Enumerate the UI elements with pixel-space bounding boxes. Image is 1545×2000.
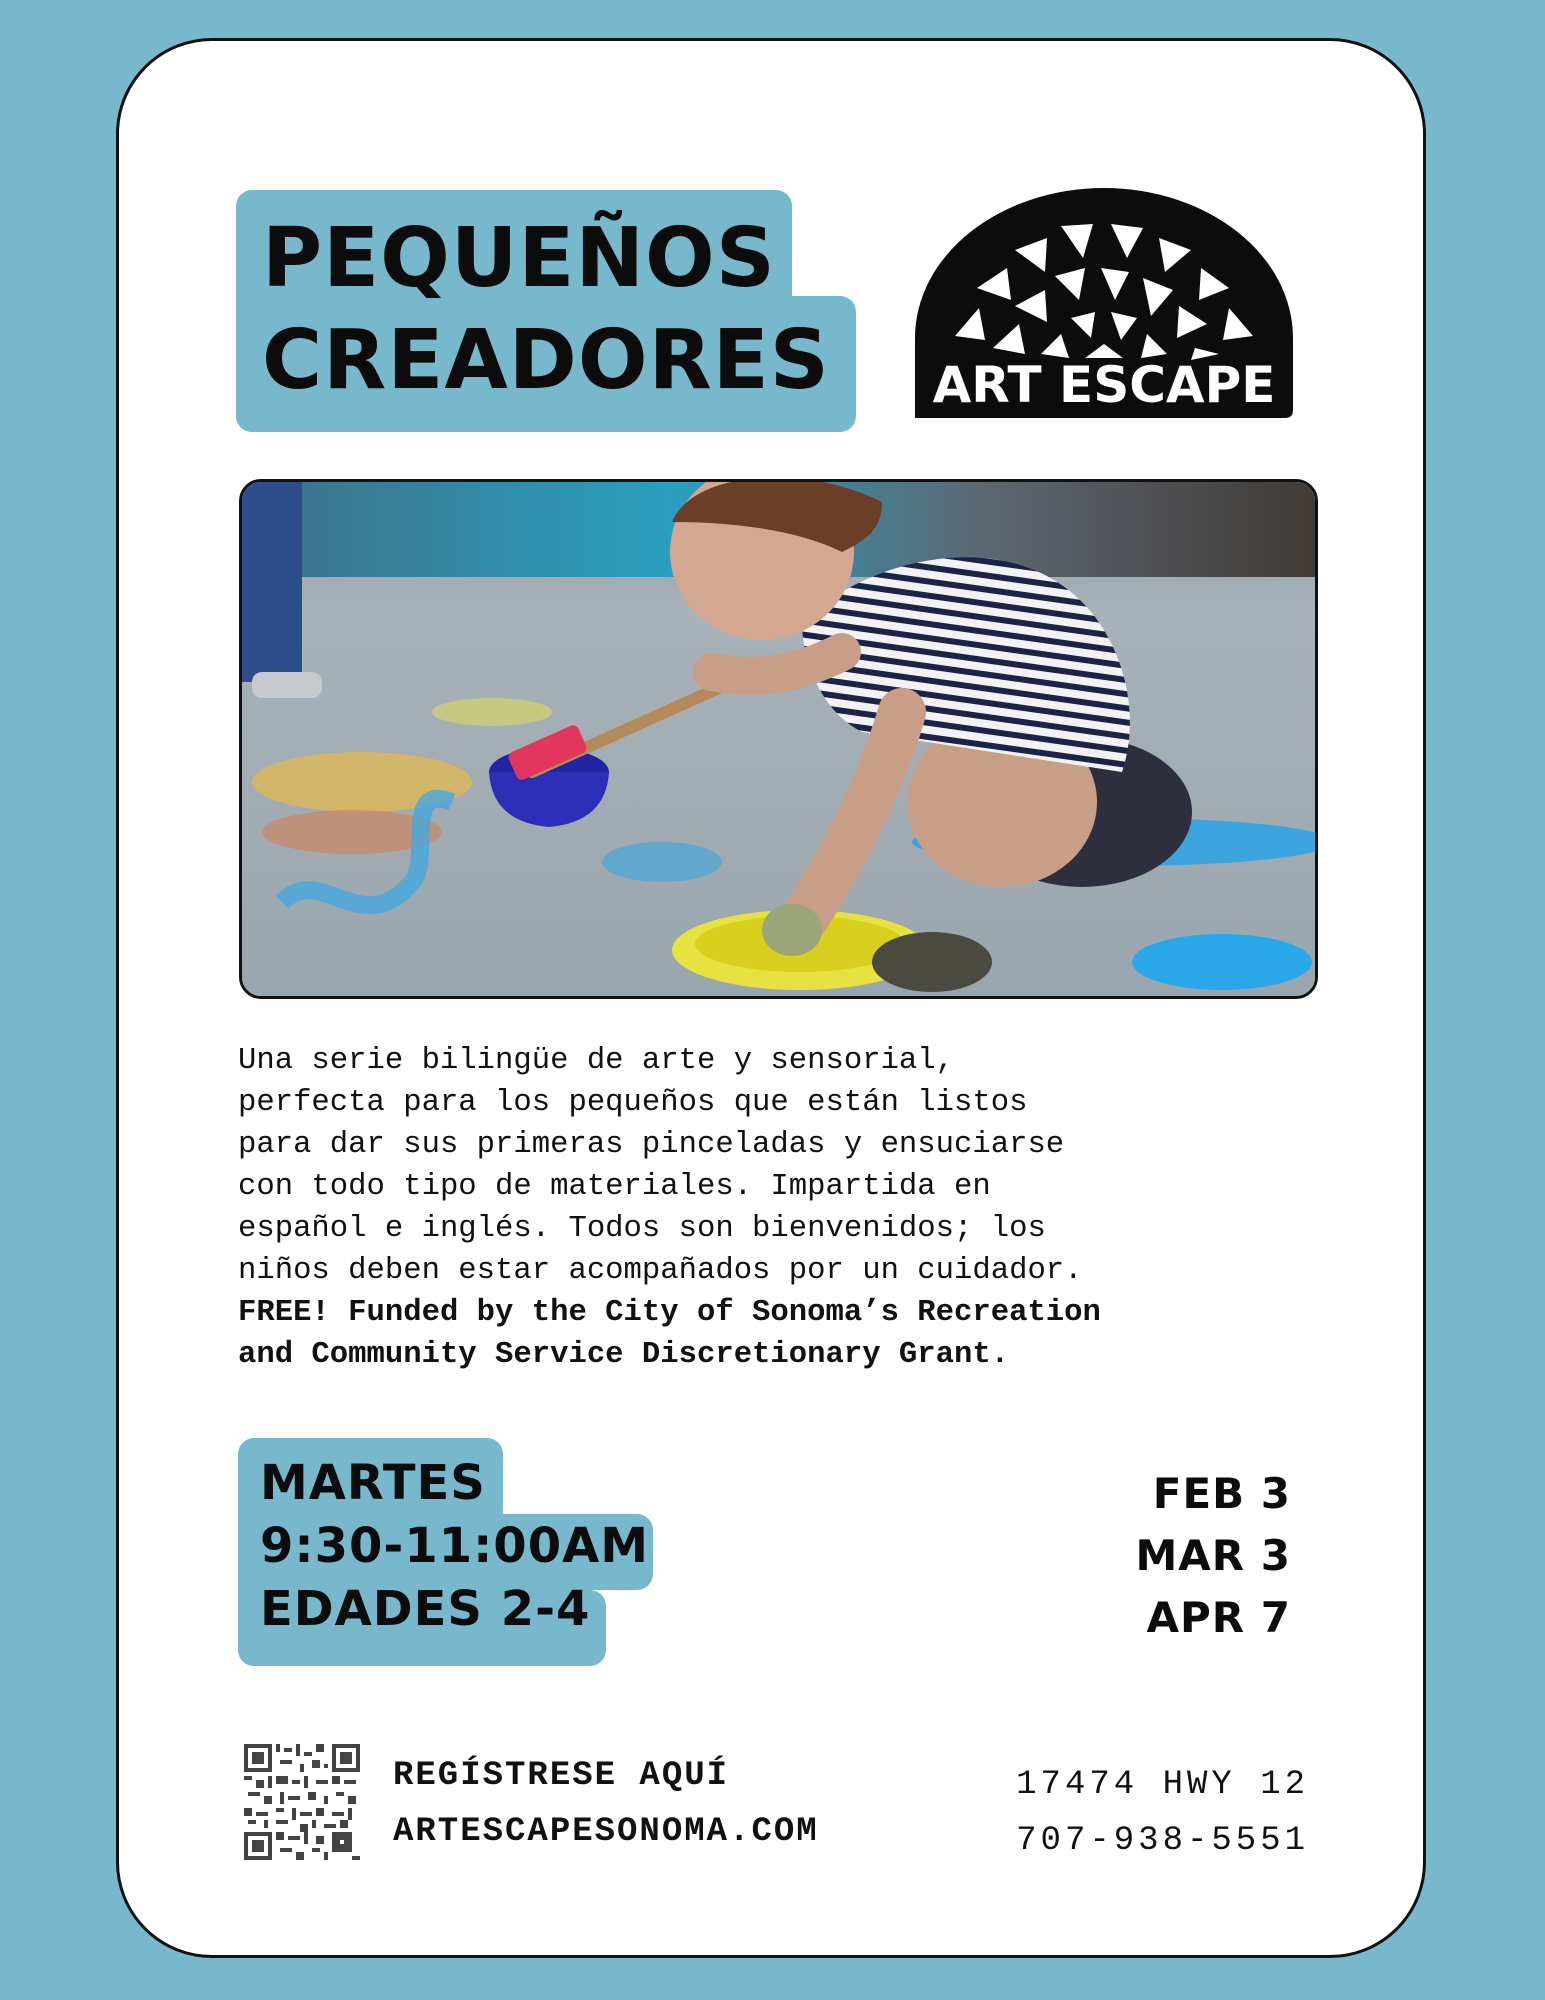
session-dates — [1136, 1463, 1292, 1649]
schedule-ages: EDADES 2-4 — [260, 1581, 591, 1637]
description-text: Una serie bilingüe de arte y sensorial, perfecta para los pequeños que están listos para dar sus primeras pinceladas y ensuciarse con todo tipo de materiales. Impartida en español e inglés. Todos son bienvenidos; los niños deben estar acompañados por un cuidador. — [238, 1044, 1083, 1288]
title-line-1: PEQUEÑOS — [262, 211, 776, 306]
date-item: FEB 3 — [1152, 1469, 1291, 1518]
contact-block — [1016, 1757, 1309, 1869]
date-item: MAR 3 — [1135, 1531, 1291, 1580]
funding-note: FREE! Funded by the City of Sonoma’s Recreation and Community Service Discretionary Grant. — [238, 1296, 1101, 1372]
sun-fan-icon — [915, 188, 1293, 418]
date-item: APR 7 — [1146, 1593, 1291, 1642]
schedule-day: MARTES — [260, 1455, 486, 1511]
register-link[interactable]: ARTESCAPESONOMA.COM — [393, 1813, 819, 1851]
title-line-2: CREADORES — [262, 313, 830, 408]
schedule-time: 9:30-11:00AM — [260, 1518, 650, 1574]
register-block — [393, 1748, 819, 1860]
child-painting-photo — [239, 479, 1318, 999]
schedule-block — [238, 1438, 658, 1666]
schedule-lines — [260, 1452, 649, 1641]
address: 17474 HWY 12 — [1016, 1766, 1309, 1804]
art-escape-logo — [915, 188, 1293, 418]
description — [238, 1040, 1338, 1376]
phone-number[interactable]: 707-938-5551 — [1016, 1822, 1309, 1860]
title-block — [236, 190, 856, 432]
page-title — [262, 208, 830, 412]
register-label: REGÍSTRESE AQUÍ — [393, 1757, 730, 1795]
logo-text: ART ESCAPE — [932, 356, 1276, 414]
qr-code-icon[interactable] — [244, 1744, 360, 1860]
